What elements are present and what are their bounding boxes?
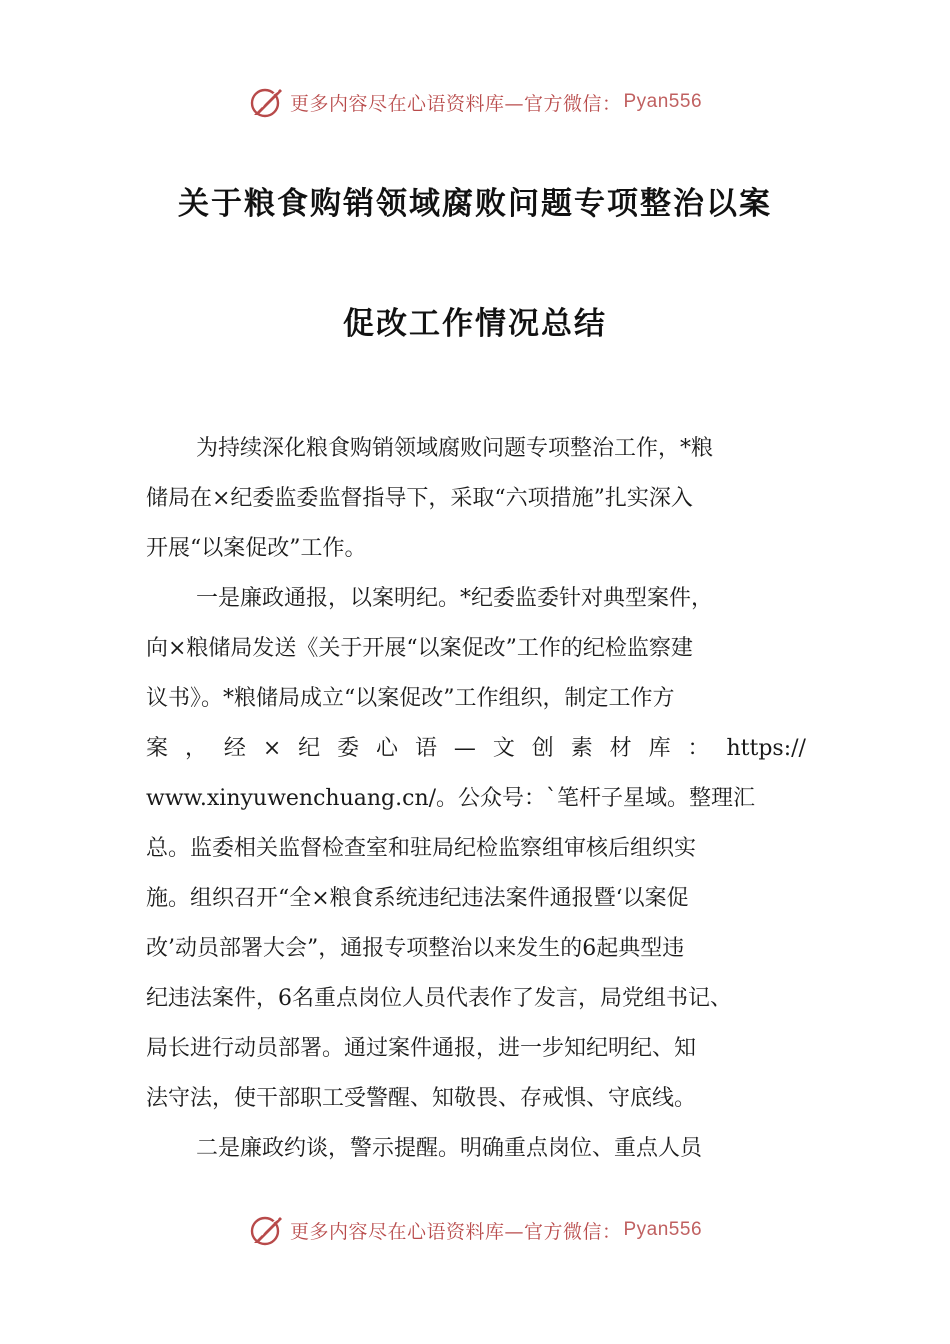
spread-token: 文: [492, 736, 515, 761]
body-line: 向×粮储局发送《关于开展“以案促改”工作的纪检监察建: [146, 636, 693, 661]
spread-token: ：: [687, 736, 710, 761]
spread-token: 创: [531, 736, 554, 761]
body-line: 开展“以案促改”工作。: [146, 536, 367, 561]
spread-token: 案: [146, 736, 169, 761]
spread-token: ×: [262, 736, 282, 761]
spread-token: 素: [570, 736, 593, 761]
body-line: 施。组织召开“全×粮食系统违纪违法案件通报暨‘以案促: [146, 886, 689, 911]
spread-token: ，: [184, 736, 207, 761]
watermark-banner-top: [0, 82, 950, 122]
doc-body: [146, 424, 806, 1174]
quill-logo-icon: [248, 85, 286, 119]
wechat-id: Pyan556: [623, 1219, 703, 1240]
watermark-banner-bottom: [0, 1210, 950, 1250]
spread-token: 经: [223, 736, 246, 761]
body-line: 议书》。*粮储局成立“以案促改”工作组织，制定工作方: [146, 686, 675, 711]
spread-token: 材: [609, 736, 632, 761]
spread-token: 心: [376, 736, 399, 761]
body-line: 为持续深化粮食购销领域腐败问题专项整治工作，*粮: [196, 436, 714, 461]
doc-title-line-2: 促改工作情况总结: [343, 306, 607, 342]
body-line: 一是廉政通报，以案明纪。*纪委监委针对典型案件，: [196, 586, 714, 611]
doc-title-line-1: 关于粮食购销领域腐败问题专项整治以案: [178, 186, 772, 222]
body-line: 改’动员部署大会”，通报专项整治以来发生的6起典型违: [146, 936, 685, 961]
quill-logo-icon: [248, 1213, 286, 1247]
wechat-id: Pyan556: [623, 91, 703, 112]
watermark-text: 更多内容尽在心语资料库—官方微信：: [289, 92, 622, 115]
watermark-text: 更多内容尽在心语资料库—官方微信：: [289, 1220, 622, 1243]
body-line: 局长进行动员部署。通过案件通报，进一步知纪明纪、知: [146, 1036, 697, 1061]
spread-token: 语: [414, 736, 437, 761]
spread-token: —: [453, 736, 476, 761]
body-line: 储局在×纪委监委监督指导下，采取“六项措施”扎实深入: [146, 486, 693, 511]
body-line: 总。监委相关监督检查室和驻局纪检监察组审核后组织实: [146, 836, 697, 861]
spread-token: https://: [726, 736, 806, 761]
body-line: 法守法，使干部职工受警醒、知敬畏、存戒惧、守底线。: [146, 1086, 697, 1111]
spread-token: 库: [648, 736, 671, 761]
body-line-spread: [146, 724, 806, 774]
body-line: 纪违法案件，6名重点岗位人员代表作了发言，局党组书记、: [146, 986, 732, 1011]
spread-token: 纪: [298, 736, 321, 761]
body-line: 二是廉政约谈，警示提醒。明确重点岗位、重点人员: [196, 1136, 703, 1161]
body-line: www.xinyuwenchuang.cn/。公众号：`笔杆子星域。整理汇: [146, 786, 756, 811]
spread-token: 委: [337, 736, 360, 761]
